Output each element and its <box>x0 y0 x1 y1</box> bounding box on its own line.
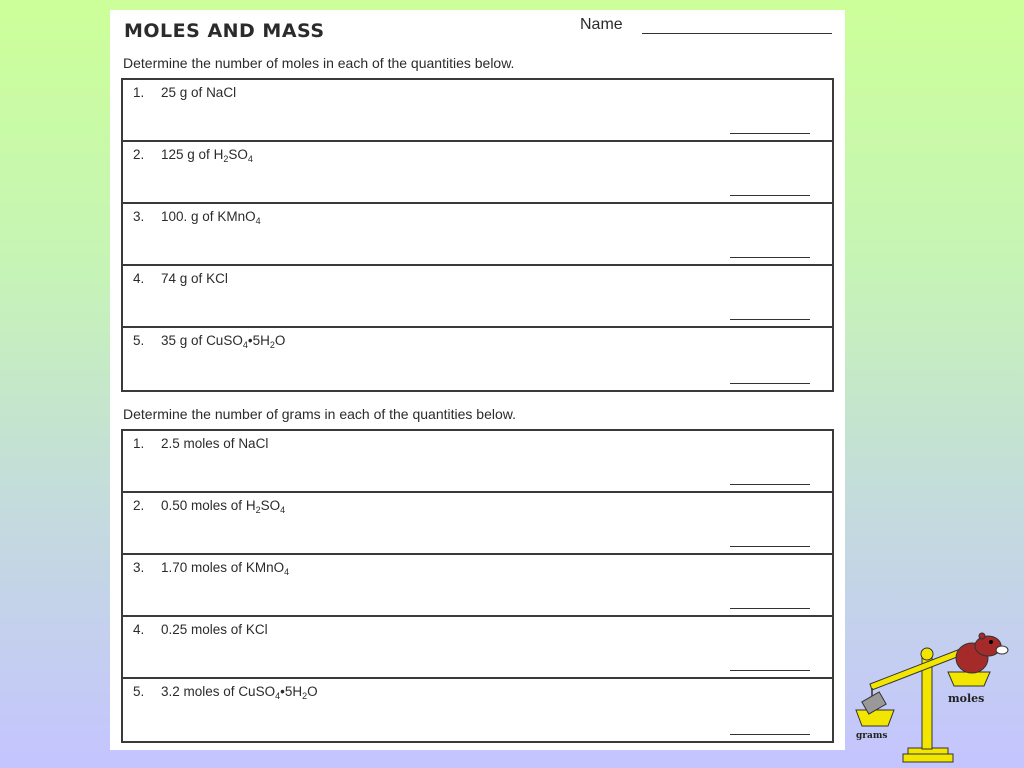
scale-pivot <box>921 648 933 660</box>
chemical-formula: KMnO$_4$ <box>245 560 290 577</box>
question-number: 4. <box>133 271 145 286</box>
moles-question-text <box>133 333 285 348</box>
question-number: 5. <box>133 333 145 348</box>
answer-blank[interactable] <box>730 319 810 320</box>
grams-question-box <box>121 429 834 743</box>
moles-question-text <box>133 209 261 224</box>
moles-question-text <box>133 147 253 162</box>
question-amount: 1.70 moles of <box>161 560 243 575</box>
question-number: 5. <box>133 684 145 699</box>
question-amount: 0.25 moles of <box>161 622 243 637</box>
grams-question-row <box>123 617 832 679</box>
chemical-formula: $H_2SO_4$ <box>213 147 253 164</box>
moles-question-text <box>133 271 228 286</box>
mole-snout <box>996 646 1008 654</box>
answer-blank[interactable] <box>730 670 810 671</box>
chemical-formula: KCl <box>206 271 228 286</box>
grams-label: grams <box>856 731 888 741</box>
question-amount: 125 g of <box>161 147 210 162</box>
moles-question-row <box>123 142 832 204</box>
right-pan <box>948 672 990 686</box>
chemical-formula: $CuSO_4•5H_2O$ <box>238 684 318 701</box>
chemical-formula: NaCl <box>206 85 237 100</box>
chemical-formula: $CuSO_4•5H_2O$ <box>206 333 286 350</box>
question-number: 3. <box>133 209 145 224</box>
grams-instructions: Determine the number of grams in each of the quantities below. <box>123 406 516 422</box>
grams-question-row <box>123 555 832 617</box>
balance-scale-illustration <box>848 628 1024 768</box>
question-amount: 25 g of <box>161 85 203 100</box>
worksheet-title: MOLES AND MASS <box>124 20 325 42</box>
chemical-formula: $H_2SO_4$ <box>245 498 286 515</box>
question-number: 1. <box>133 436 145 451</box>
name-field <box>580 16 832 40</box>
grams-question-row <box>123 679 832 741</box>
grams-question-text <box>133 498 285 513</box>
answer-blank[interactable] <box>730 195 810 196</box>
mole-head <box>975 636 1001 656</box>
mole-eye <box>989 640 993 644</box>
grams-question-text <box>133 622 268 637</box>
moles-label: moles <box>948 692 985 705</box>
question-number: 4. <box>133 622 145 637</box>
question-number: 3. <box>133 560 145 575</box>
moles-instructions: Determine the number of moles in each of the quantities below. <box>123 55 515 71</box>
scale-foot <box>903 754 953 762</box>
question-amount: 35 g of <box>161 333 203 348</box>
question-number: 2. <box>133 147 145 162</box>
answer-blank[interactable] <box>730 734 810 735</box>
question-amount: 74 g of <box>161 271 203 286</box>
chemical-formula: NaCl <box>238 436 269 451</box>
moles-question-text <box>133 85 236 100</box>
answer-blank[interactable] <box>730 484 810 485</box>
moles-question-row <box>123 80 832 142</box>
question-amount: 100. g of <box>161 209 214 224</box>
question-number: 1. <box>133 85 145 100</box>
answer-blank[interactable] <box>730 133 810 134</box>
mole-ear <box>979 633 985 639</box>
grams-question-row <box>123 493 832 555</box>
chemical-formula: KCl <box>245 622 268 637</box>
moles-question-row <box>123 266 832 328</box>
chemical-formula: KMnO$_4$ <box>217 209 261 226</box>
answer-blank[interactable] <box>730 608 810 609</box>
grams-question-row <box>123 431 832 493</box>
moles-question-row <box>123 328 832 390</box>
grams-question-text <box>133 436 268 451</box>
left-pan <box>856 710 894 726</box>
moles-question-box <box>121 78 834 392</box>
name-label: Name <box>580 16 623 33</box>
question-amount: 0.50 moles of <box>161 498 243 513</box>
question-amount: 2.5 moles of <box>161 436 235 451</box>
worksheet <box>110 10 845 750</box>
moles-question-row <box>123 204 832 266</box>
question-amount: 3.2 moles of <box>161 684 235 699</box>
grams-question-text <box>133 684 318 699</box>
answer-blank[interactable] <box>730 257 810 258</box>
grams-question-text <box>133 560 289 575</box>
name-line <box>642 33 832 34</box>
question-number: 2. <box>133 498 145 513</box>
answer-blank[interactable] <box>730 546 810 547</box>
answer-blank[interactable] <box>730 383 810 384</box>
